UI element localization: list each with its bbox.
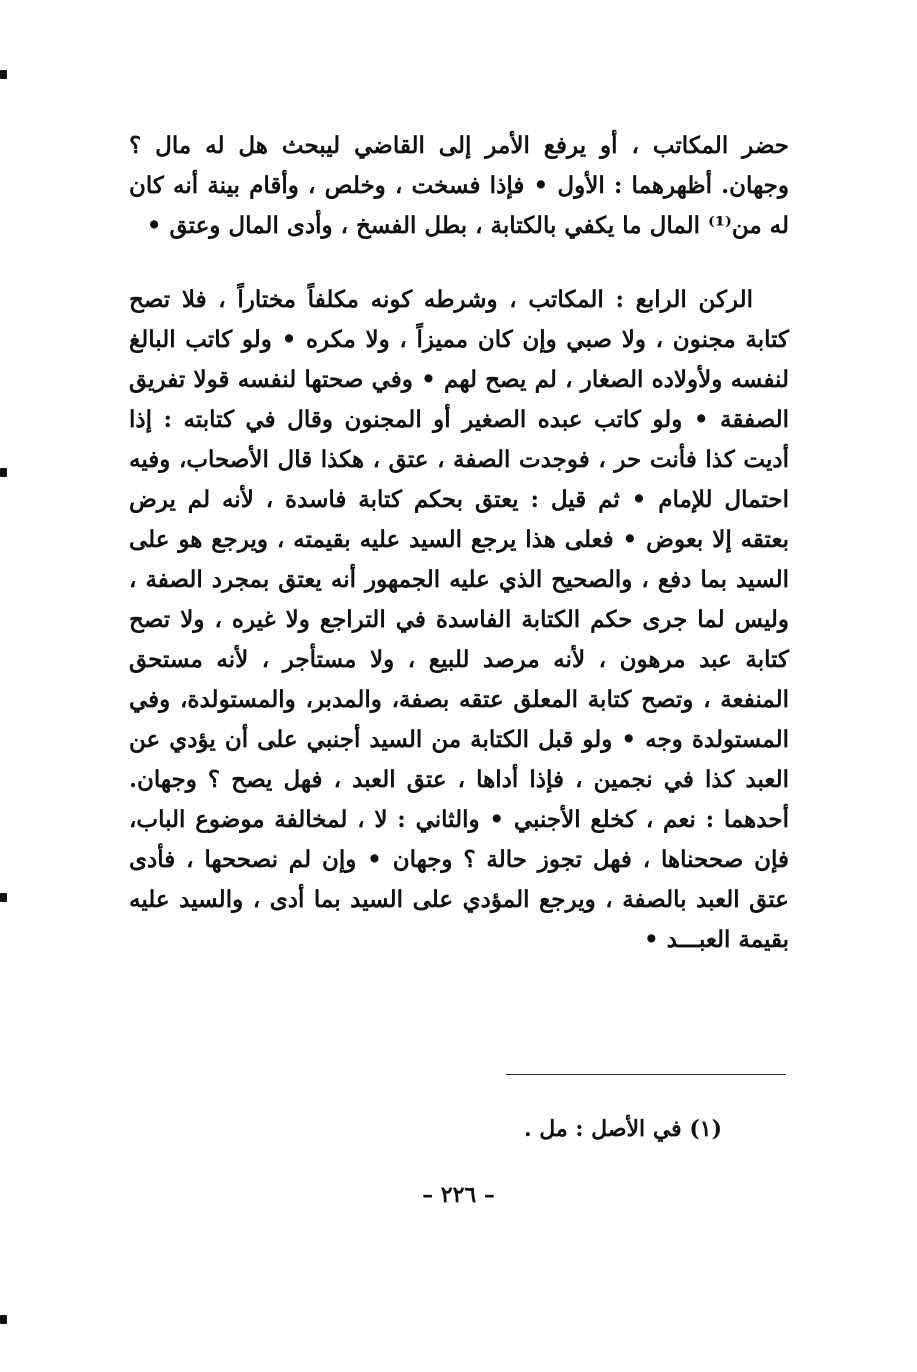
scan-margin-mark: [0, 893, 7, 902]
scan-margin-mark: [0, 70, 7, 79]
scan-margin-mark: [0, 1315, 7, 1324]
scan-margin-mark: [0, 468, 7, 477]
page-number: – ٢٢٦ –: [422, 1182, 495, 1208]
body-paragraph-2: الركن الرابع : المكاتب ، وشرطه كونه مكلفاً مختاراً ، فلا تصح كتابة مجنون ، ولا صبي وإن كان مميزاً ، ولا مكره • ولو كاتب البالغ لنفسه ولأولاده الصغار ، لم يصح لهم • وفي صحتها لنفسه قولا تفريق الصفقة • ولو كاتب عبده الصغير أو المجنون وقال في كتابته : إذا أديت كذا فأنت حر ، فوجدت الصفة ، عتق ، هكذا قال الأصحاب، وفيه احتمال للإمام • ثم قيل : يعتق بحكم كتابة فاسدة ، لأنه لم يرض بعتقه إلا بعوض • فعلى هذا يرجع السيد عليه بقيمته ، ويرجع هو على السيد بما دفع ، والصحيح الذي عليه الجمهور أنه يعتق بمجرد الصفة ، وليس لما جرى حكم الكتابة الفاسدة في التراجع ولا غيره ، ولا تصح كتابة عبد مرهون ، لأنه مرصد للبيع ، ولا مستأجر ، لأنه مستحق المنفعة ، وتصح كتابة المعلق عتقه بصفة، والمدبر، والمستولدة، وفي المستولدة وجه • ولو قبل الكتابة من السيد أجنبي على أن يؤدي عن العبد كذا في نجمين ، فإذا أداها ، عتق العبد ، فهل يصح ؟ وجهان. أحدهما : نعم ، كخلع الأجنبي • والثاني : لا ، لمخالفة موضوع الباب، فإن صححناها ، فهل تجوز حالة ؟ وجهان • وإن لم نصححها ، فأدى عتق العبد بالصفة ، ويرجع المؤدي على السيد بما أدى ، والسيد عليه بقيمة العبـــد •: [129, 286, 789, 953]
body-paragraph-1: حضر المكاتب ، أو يرفع الأمر إلى القاضي ليبحث هل له مال ؟ وجهان. أظهرهما : الأول • فإذا فسخت ، وخلص ، وأقام بينة أنه كان له من⁽¹⁾ المال ما يكفي بالكتابة ، بطل الفسخ ، وأدى المال وعتق •: [129, 132, 789, 239]
footnote-separator: [506, 1074, 786, 1075]
footnote: (١) في الأصل : مل .: [523, 1116, 722, 1142]
